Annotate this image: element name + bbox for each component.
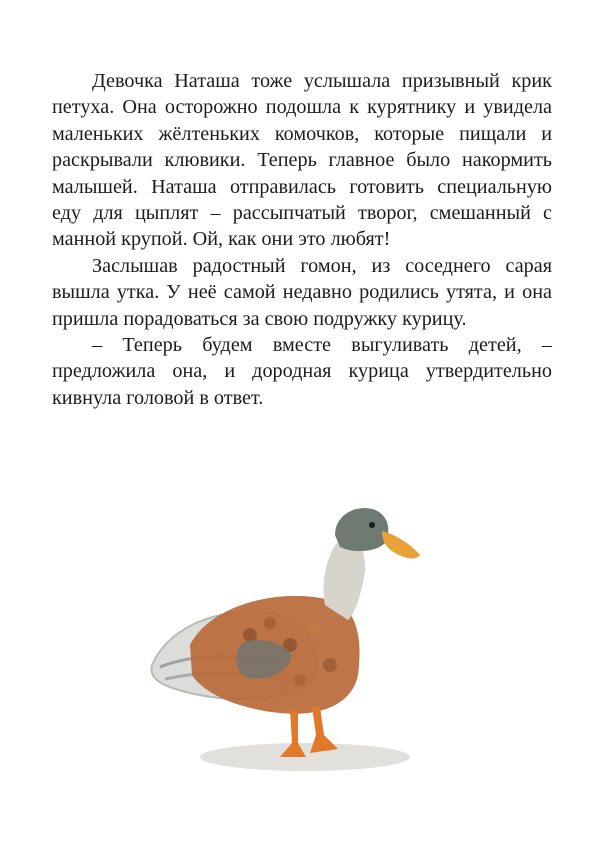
duck-leg-right: [310, 707, 338, 753]
paragraph-1: Девочка Наташа тоже услышала призывный крик петуха. Она осторожно подошла к курятнику и увидела маленьких жёлтеньких комочков, которые пищали и раскрывали клювики. Теперь главное было накормить малышей. Наташа отправилась готовить специальную еду для цыплят – рассыпчатый творог, смешанный с манной крупой. Ой, как они это любят!: [52, 70, 552, 251]
paragraph-3: – Теперь будем вместе выгуливать детей, – предложила она, и дородная курица утвердительно кивнула головой в ответ.: [52, 334, 552, 409]
duck-illustration: [130, 495, 440, 785]
paragraph-2: Заслышав радостный гомон, из соседнего сарая вышла утка. У неё самой недавно родились утята, и она пришла порадоваться за свою подружку курицу.: [52, 254, 552, 330]
duck-head: [335, 508, 388, 551]
duck-eye: [369, 522, 375, 528]
duck-beak: [382, 531, 420, 558]
story-text: [52, 68, 552, 411]
